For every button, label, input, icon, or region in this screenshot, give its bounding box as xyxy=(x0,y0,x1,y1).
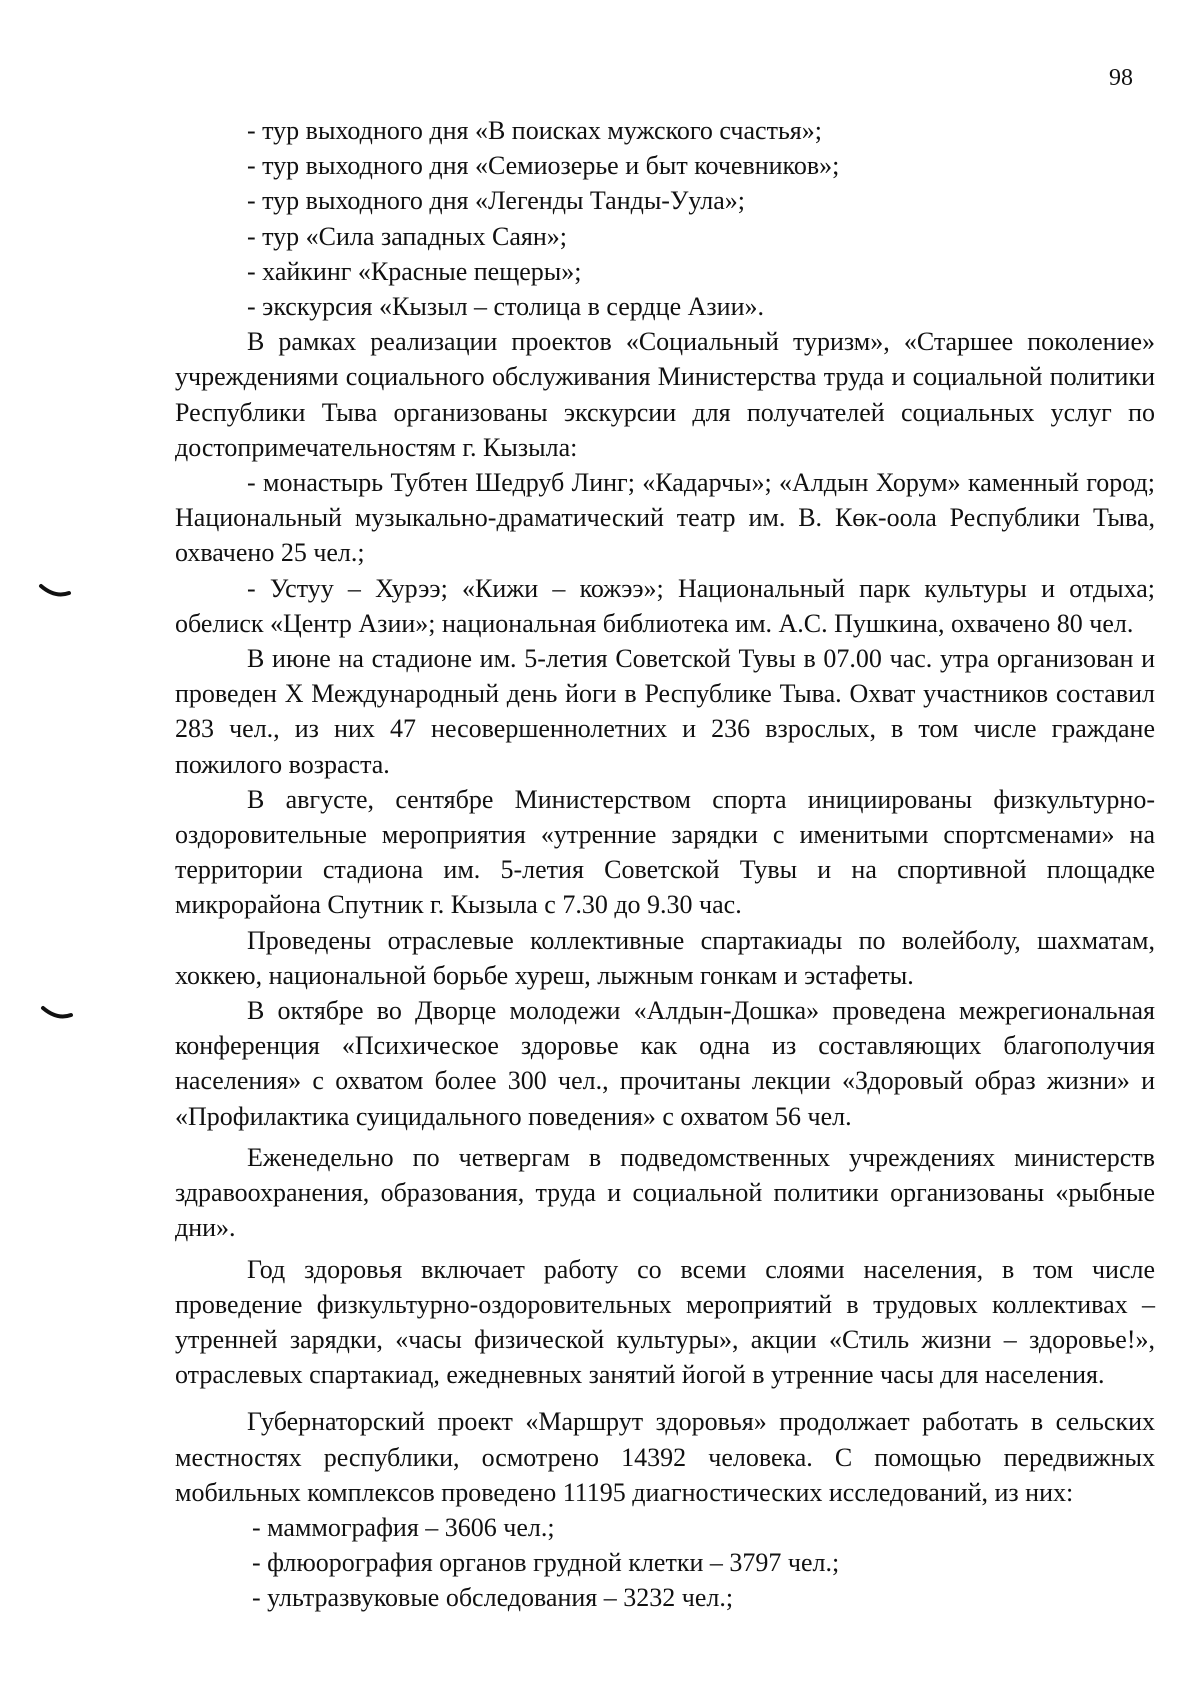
document-body xyxy=(175,113,1155,1616)
margin-mark-2 xyxy=(40,1005,74,1021)
morning-exercises-paragraph: В августе, сентябре Министерством спорта инициированы физкультурно-оздоровительные мероприятия «утренние зарядки с именитыми спортсменами» на территории стадиона им. 5-летия Советской Тувы и на спортивной площадке микрорайона Спутник г. Кызыла с 7.30 до 9.30 час. xyxy=(175,784,1155,920)
yoga-day-paragraph: В июне на стадионе им. 5-летия Советской Тувы в 07.00 час. утра организован и проведен X Международный день йоги в Республике Тыва. Охват участников составил 283 чел., из них 47 несовершеннолетних и 236 взрослых, в том числе граждане пожилого возраста. xyxy=(175,644,1155,779)
page-number: 98 xyxy=(1109,65,1133,91)
social-tourism-item: - монастырь Тубтен Шедруб Линг; «Кадарчы»; «Алдын Хорум» каменный город; Национальный музыкально-драматический театр им. В. Көк-оола Республики Тыва, охвачено 25 чел.; xyxy=(175,468,1155,568)
social-tourism-paragraph: В рамках реализации проектов «Социальный туризм», «Старшее поколение» учреждениями социального обслуживания Министерства труда и социальной политики Республики Тыва организованы экскурсии для получателей социальных услуг по достопримечательностям г. Кызыла: xyxy=(175,327,1155,462)
tour-item: - хайкинг «Красные пещеры»; xyxy=(247,256,582,286)
spartakiads-paragraph: Проведены отраслевые коллективные спартакиады по волейболу, шахматам, хоккею, национальной борьбе хуреш, лыжным гонкам и эстафеты. xyxy=(175,925,1155,990)
tour-item: - экскурсия «Кызыл – столица в сердце Азии». xyxy=(247,292,764,322)
fish-days-paragraph: Еженедельно по четвергам в подведомственных учреждениях министерств здравоохранения, образования, труда и социальной политики организованы «рыбные дни». xyxy=(175,1142,1155,1243)
tour-item: - тур выходного дня «В поисках мужского счастья»; xyxy=(247,116,822,145)
diagnostics-item: - флюорография органов грудной клетки – 3797 чел.; xyxy=(252,1548,840,1578)
diagnostics-item: - ультразвуковые обследования – 3232 чел.; xyxy=(252,1583,734,1613)
social-tourism-item: - Устуу – Хурээ; «Кижи – кожээ»; Национальный парк культуры и отдыха; обелиск «Центр Азии»; национальная библиотека им. А.С. Пушкина, охвачено 80 чел. xyxy=(175,573,1155,638)
tour-item: - тур выходного дня «Семиозерье и быт кочевников»; xyxy=(247,151,840,181)
tour-item: - тур «Сила западных Саян»; xyxy=(247,221,567,251)
tour-item: - тур выходного дня «Легенды Танды-Уула»; xyxy=(247,186,745,216)
conference-paragraph: В октябре во Дворце молодежи «Алдын-Дошка» проведена межрегиональная конференция «Психическое здоровье как одна из составляющих благополучия населения» с охватом более 300 чел., прочитаны лекции «Здоровый образ жизни» и «Профилактика суицидального поведения» с охватом 56 чел. xyxy=(175,996,1155,1131)
diagnostics-item: - маммография – 3606 чел.; xyxy=(252,1512,555,1542)
health-route-paragraph: Губернаторский проект «Маршрут здоровья» продолжает работать в сельских местностях республики, осмотрено 14392 человека. С помощью передвижных мобильных комплексов проведено 11195 диагностических исследований, из них: xyxy=(175,1407,1155,1507)
margin-mark-1 xyxy=(38,583,72,599)
year-of-health-paragraph: Год здоровья включает работу со всеми слоями населения, в том числе проведение физкультурно-оздоровительных мероприятий в трудовых коллективах – утренней зарядки, «часы физической культуры», акции «Стиль жизни – здоровье!», отраслевых спартакиад, ежедневных занятий йогой в утренние часы для населения. xyxy=(175,1254,1155,1390)
